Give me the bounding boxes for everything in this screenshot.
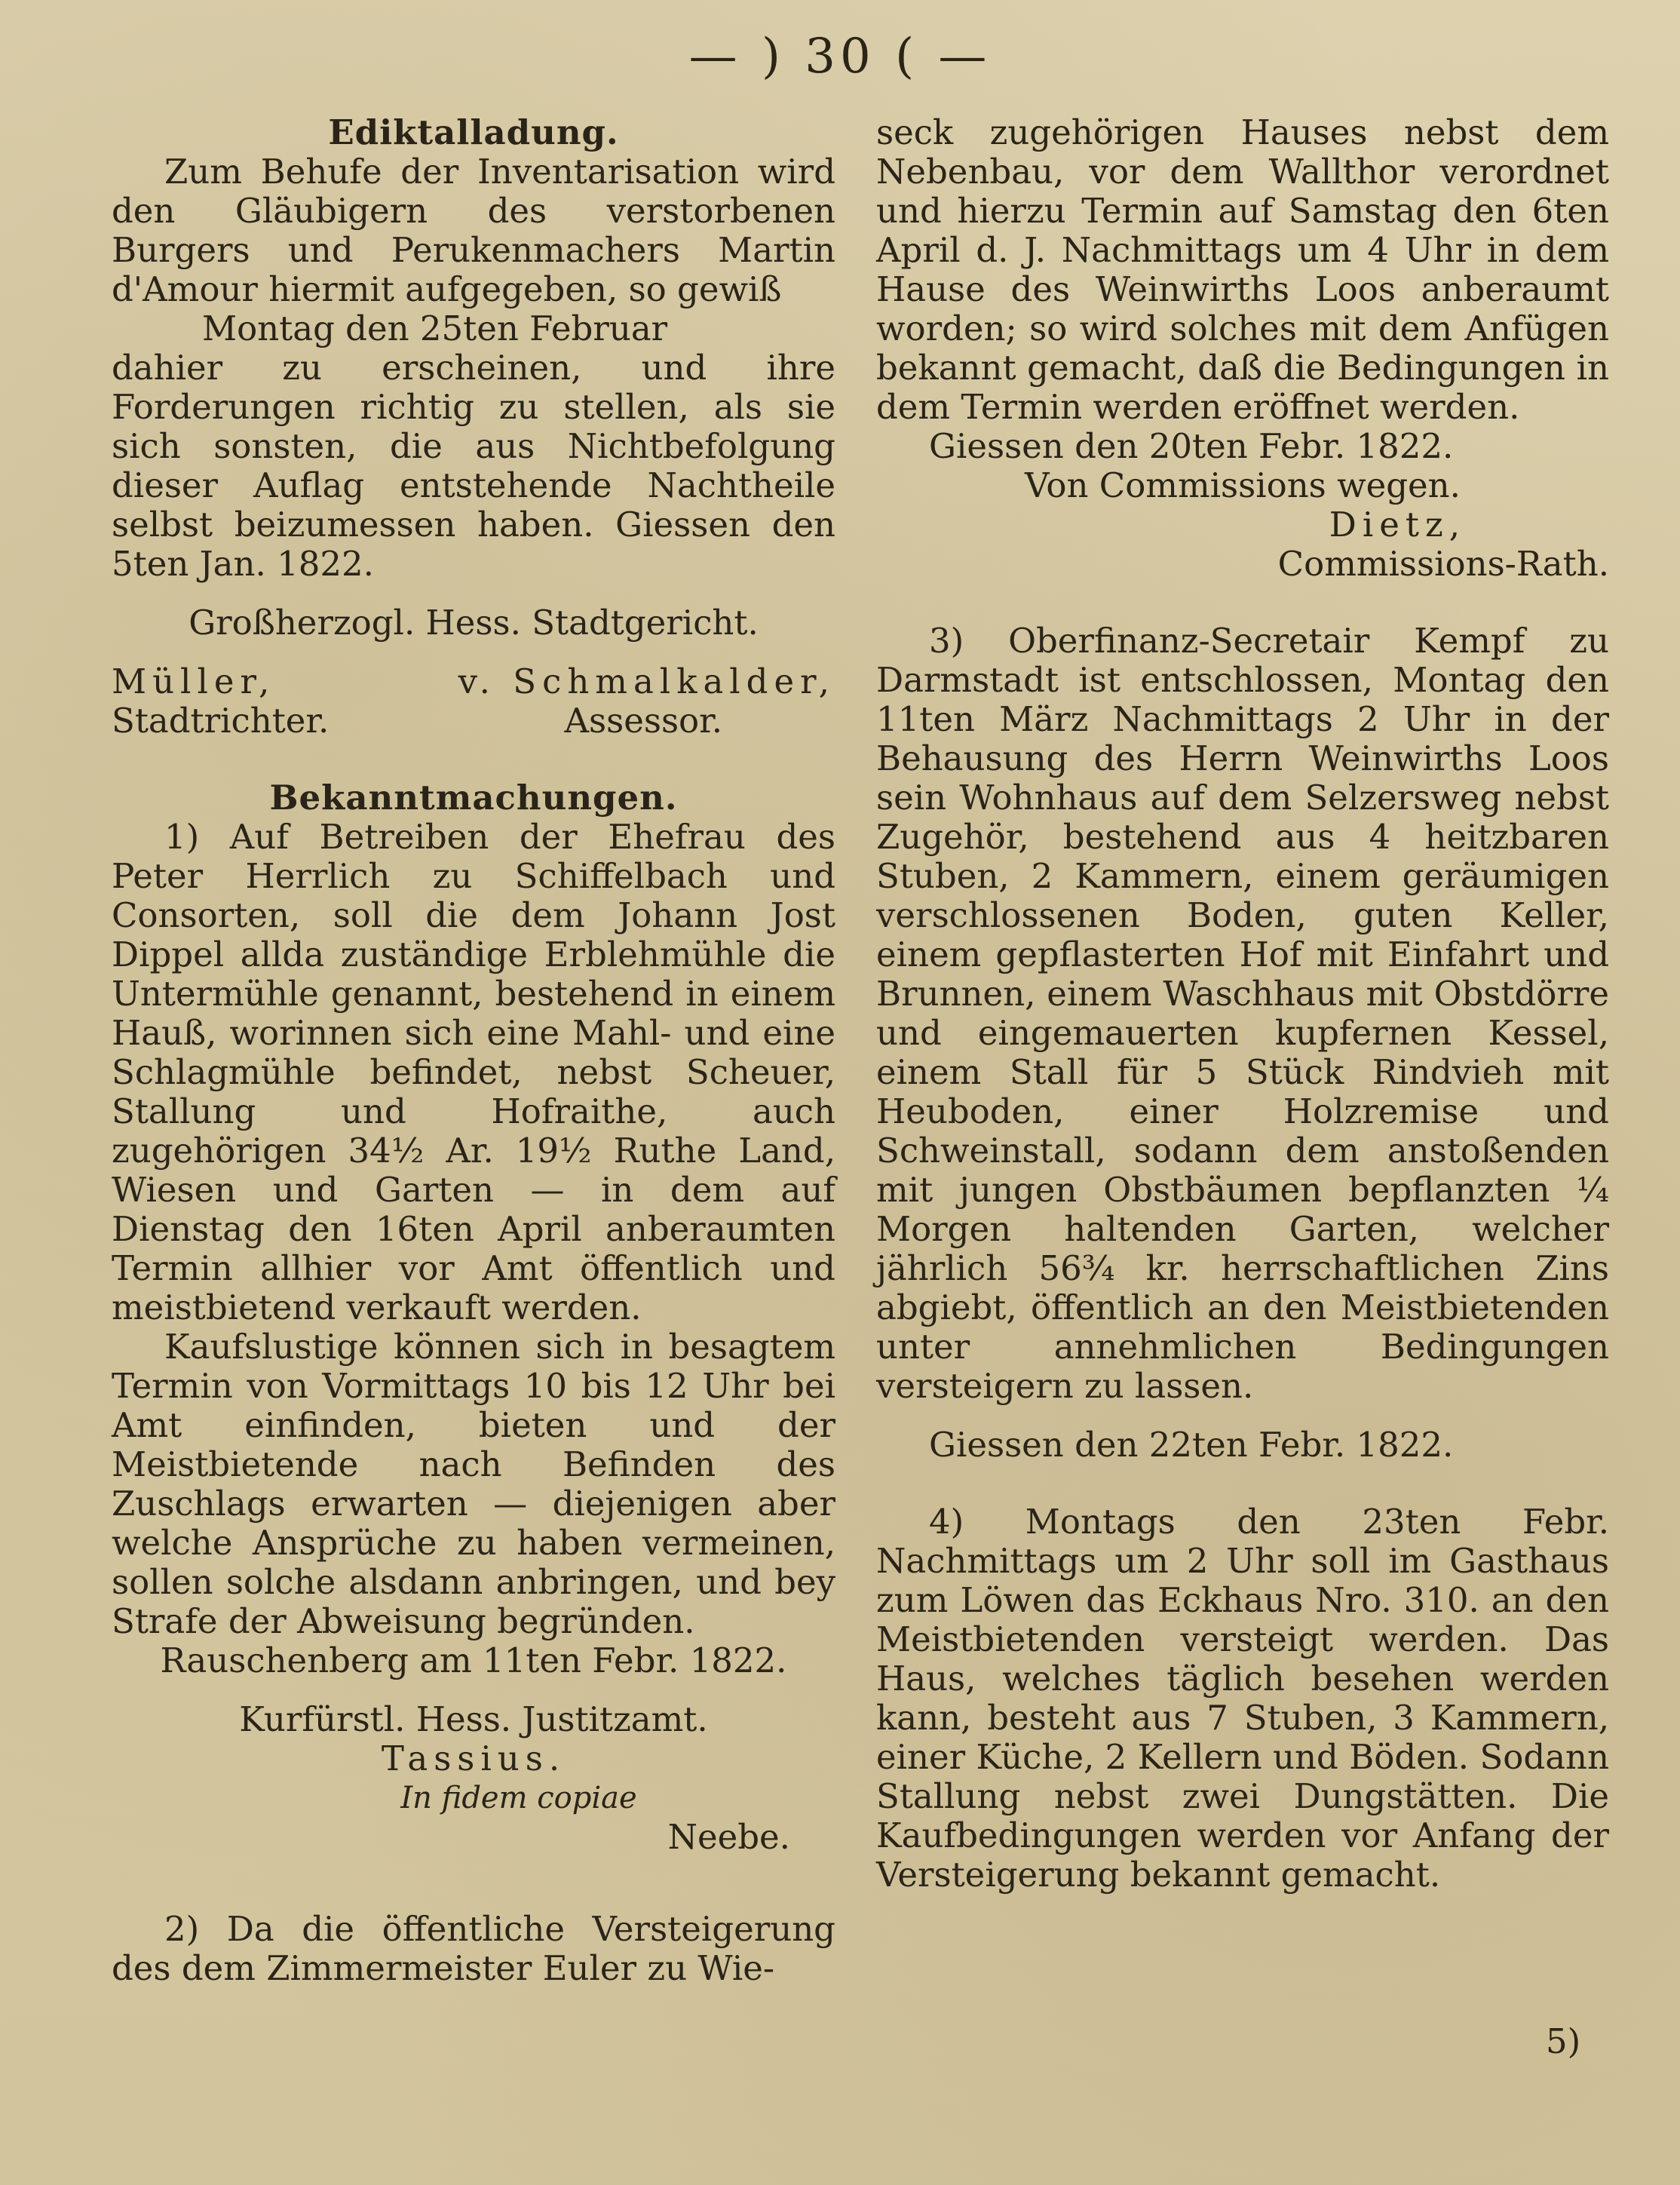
signature-names: [112, 662, 835, 701]
edikt-date: Montag den 25ten Februar: [202, 308, 668, 348]
left-column: [112, 113, 835, 1988]
right-column: [876, 113, 1609, 1895]
announcement-3-paragraph: 3) Oberfinanz-Secretair Kempf zu Darmstadt ist entschlossen, Montag den 11ten März Nachmittags 2 Uhr in der Behausung des Herrn Weinwirths Loos sein Wohnhaus auf dem Selzersweg nebst Zugehör, bestehend aus 4 heitzbaren Stuben, 2 Kammern, einem geräumigen verschlossenen Boden, guten Keller, einem gepflasterten Hof mit Einfahrt und Brunnen, einem Waschhaus mit Obstdörre und eingemauerten kupfernen Kessel, einem Stall für 5 Stück Rindvieh mit Heuboden, einer Holzremise und Schweinstall, sodann dem anstoßenden mit jungen Obstbäumen bepflanzten ¼ Morgen haltenden Garten, welcher jährlich 56¾ kr. herrschaftlichen Zins abgiebt, öffentlich an den Meistbietenden unter annehmlichen Bedingungen versteigern zu lassen.: [876, 621, 1609, 1406]
announcement-1-paragraph-2: Kaufslustige können sich in besagtem Termin von Vormittags 10 bis 12 Uhr bei Amt einfinden, bieten und der Meistbietende nach Befinden des Zuschlags erwarten — diejenigen aber welche Ansprüche zu haben vermeinen, sollen solche alsdann anbringen, und bey Strafe der Abweisung begründen.: [112, 1327, 835, 1641]
announcement-1-office: Kurfürstl. Hess. Justitzamt.: [239, 1699, 708, 1739]
announcement-1-place-date: Rauschenberg am 11ten Febr. 1822.: [160, 1640, 787, 1680]
announcements-title: Bekanntmachungen.: [269, 778, 678, 818]
signature-titles: [112, 701, 835, 741]
commission-signature-title: Commissions-Rath.: [1277, 544, 1609, 584]
signature-left-title: Stadtrichter.: [112, 701, 330, 741]
catchword: 5): [1546, 2021, 1581, 2061]
announcement-2-place-date: Giessen den 20ten Febr. 1822.: [929, 426, 1454, 466]
announcement-2-continued: seck zugehörigen Hauses nebst dem Nebenbau, vor dem Wallthor verordnet und hierzu Termin auf Samstag den 6ten April d. J. Nachmittags um 4 Uhr in dem Hause des Weinwirths Loos anberaumt worden; so wird solches mit dem Anfügen bekannt gemacht, daß die Bedingungen in dem Termin werden eröffnet werden.: [876, 112, 1609, 427]
copy-signature: Neebe.: [667, 1817, 790, 1857]
signature-right-title: Assessor.: [564, 701, 722, 741]
commission-signature: Dietz,: [1329, 505, 1466, 545]
court-name: Großherzogl. Hess. Stadtgericht.: [189, 603, 759, 643]
edikt-paragraph-1: Zum Behufe der Inventarisation wird den Gläubigern des verstorbenen Burgers und Perukenmachers Martin d'Amour hiermit aufgegeben, so gewiß: [112, 152, 835, 309]
announcement-2-start: 2) Da die öffentliche Versteigerung des dem Zimmermeister Euler zu Wie-: [112, 1909, 835, 1988]
page-header: — ) 30 ( —: [688, 29, 992, 84]
commission-line: Von Commissions wegen.: [1025, 465, 1461, 505]
announcement-4-paragraph: 4) Montags den 23ten Febr. Nachmittags um 2 Uhr soll im Gasthaus zum Löwen das Eckhaus Nro. 310. an den Meistbietenden versteigt werden. Das Haus, welches täglich besehen werden kann, besteht aus 7 Stuben, 3 Kammern, einer Küche, 2 Kellern und Böden. Sodann Stallung nebst zwei Dungstätten. Die Kaufbedingungen werden vor Anfang der Versteigerung bekannt gemacht.: [876, 1502, 1609, 1895]
edikt-title: Ediktalladung.: [328, 112, 619, 152]
signature-left-name: Müller,: [112, 661, 276, 701]
announcement-1-paragraph-1: 1) Auf Betreiben der Ehefrau des Peter Herrlich zu Schiffelbach und Consorten, soll die dem Johann Jost Dippel allda zuständige Erblehmühle die Untermühle genannt, bestehend in einem Hauß, worinnen sich eine Mahl- und eine Schlagmühle befindet, nebst Scheuer, Stallung und Hofraithe, auch zugehörigen 34½ Ar. 19½ Ruthe Land, Wiesen und Garten — in dem auf Dienstag den 16ten April anberaumten Termin allhier vor Amt öffentlich und meistbietend verkauft werden.: [112, 817, 835, 1327]
latin-attestation: In fidem copiae: [400, 1781, 637, 1815]
announcement-3-place-date: Giessen den 22ten Febr. 1822.: [929, 1425, 1454, 1465]
announcement-1-signature: Tassius.: [381, 1738, 566, 1778]
signature-right-name: v. Schmalkalder,: [458, 661, 835, 701]
edikt-paragraph-2: dahier zu erscheinen, und ihre Forderungen richtig zu stellen, als sie sich sonsten, die aus Nichtbefolgung dieser Auflag entstehende Nachtheile selbst beizumessen haben. Giessen den 5ten Jan. 1822.: [112, 348, 835, 584]
